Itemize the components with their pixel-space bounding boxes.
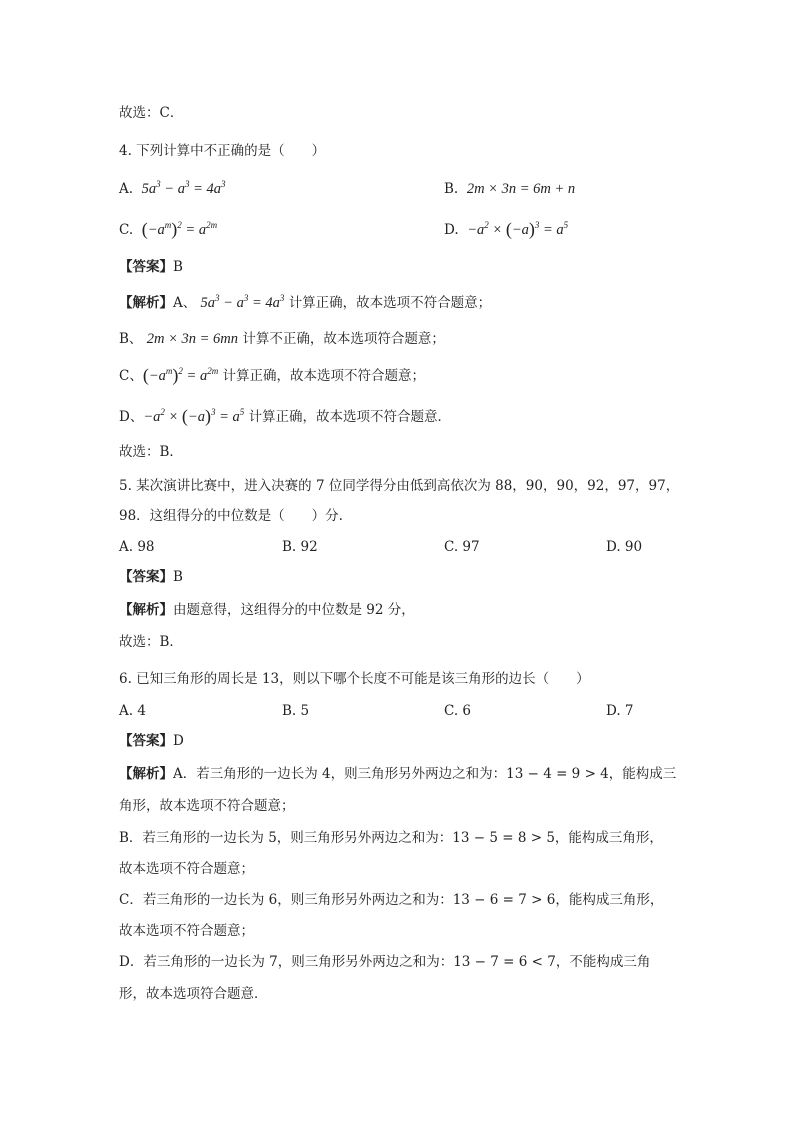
q6-option-b: B. 5	[282, 703, 310, 719]
analysis-prefix: B、	[119, 331, 143, 347]
answer-tag: 【答案】	[119, 733, 173, 749]
q4-option-a	[119, 180, 225, 198]
q6-stem: 6. 已知三角形的周长是 13，则以下哪个长度不可能是该三角形的边长（ ）	[119, 671, 590, 687]
q4-conclusion: 故选：B．	[119, 444, 183, 460]
q6-analysis-line-6: 故本选项不符合题意；	[119, 923, 254, 939]
analysis-math: 2m × 3n = 6mn	[146, 331, 239, 347]
analysis-text: 计算正确，故本选项不符合题意；	[288, 295, 492, 311]
analysis-tag: 【解析】	[119, 602, 173, 618]
analysis-math: $5a^3 - a^3 = 4a^3$	[200, 293, 285, 311]
analysis-math: $-a^2 \times (-a)^3 = a^5$	[143, 406, 245, 426]
answer-tag: 【答案】	[119, 569, 173, 585]
option-math: $-a^2 \times (-a)^3 = a^5$	[467, 219, 569, 239]
q5-option-a: A. 98	[119, 539, 155, 555]
q4-option-c	[119, 220, 217, 239]
q5-analysis	[119, 601, 415, 619]
analysis-tag: 【解析】	[119, 295, 173, 311]
option-math: 2m × 3n = 6m + n	[466, 181, 576, 197]
q5-conclusion: 故选：B．	[119, 634, 183, 650]
q6-analysis-line-3: B．若三角形的一边长为 5，则三角形另外两边之和为：13 − 5 = 8 > 5，能构成三角形，	[119, 830, 663, 846]
analysis-prefix: A、	[173, 295, 197, 311]
option-math: $(-a^m)^2 = a^{2m}$	[141, 219, 218, 239]
q6-answer	[119, 732, 184, 750]
q6-analysis-line-7: D．若三角形的一边长为 7，则三角形另外两边之和为：13 − 7 = 6 < 7，不能构成三角	[119, 954, 651, 970]
answer-value: B	[173, 259, 183, 275]
q6-analysis-line-8: 形，故本选项符合题意．	[119, 986, 268, 1002]
q4-analysis-b	[119, 330, 445, 348]
q6-option-c: C. 6	[444, 703, 472, 719]
answer-value: B	[173, 569, 183, 585]
option-label: C.	[119, 222, 134, 238]
q4-stem: 4. 下列计算中不正确的是（ ）	[119, 143, 326, 159]
analysis-text: 计算正确，故本选项不符合题意．	[248, 409, 452, 425]
option-math: $5a^3 - a^3 = 4a^3$	[141, 179, 226, 197]
q6-option-d: D. 7	[606, 703, 634, 719]
analysis-text: 由题意得，这组得分的中位数是 92 分，	[173, 602, 415, 618]
analysis-prefix: D、	[119, 409, 144, 425]
q5-option-c: C. 97	[444, 539, 480, 555]
analysis-tag: 【解析】	[119, 766, 173, 782]
q5-option-b: B. 92	[282, 539, 318, 555]
q5-option-d: D. 90	[606, 539, 643, 555]
analysis-math: $(-a^m)^2 = a^{2m}$	[142, 365, 219, 385]
q5-answer	[119, 568, 183, 586]
answer-tag: 【答案】	[119, 259, 173, 275]
analysis-text: 计算不正确，故本选项符合题意；	[242, 331, 445, 347]
q6-analysis-line-4: 故本选项不符合题意；	[119, 861, 254, 877]
q4-analysis-c	[119, 366, 425, 385]
option-label: A.	[119, 181, 134, 197]
option-label: B.	[444, 181, 459, 197]
q4-analysis-a	[119, 294, 491, 312]
q4-option-d	[444, 220, 568, 239]
q5-stem-line1: 5. 某次演讲比赛中，进入决赛的 7 位同学得分由低到高依次为 88，90，90，92，97，97，	[119, 478, 680, 494]
q6-analysis-line-5: C．若三角形的一边长为 6，则三角形另外两边之和为：13 − 6 = 7 > 6，能构成三角形，	[119, 892, 664, 908]
q6-option-a: A. 4	[119, 703, 146, 719]
q4-option-b	[444, 180, 575, 198]
q6-analysis-line-2: 角形，故本选项不符合题意；	[119, 798, 295, 814]
answer-value: D	[173, 733, 184, 749]
option-label: D.	[444, 222, 459, 238]
q3-conclusion: 故选：C．	[119, 105, 184, 121]
analysis-text: A．若三角形的一边长为 4，则三角形另外两边之和为：13 − 4 = 9 > 4，能构成三	[173, 766, 677, 782]
q4-answer	[119, 258, 183, 276]
q6-analysis-line-1	[119, 765, 676, 783]
analysis-prefix: C、	[119, 368, 143, 384]
q4-analysis-d	[119, 407, 451, 426]
analysis-text: 计算正确，故本选项不符合题意；	[222, 368, 425, 384]
q5-stem-line2: 98．这组得分的中位数是（ ）分.	[119, 508, 343, 524]
